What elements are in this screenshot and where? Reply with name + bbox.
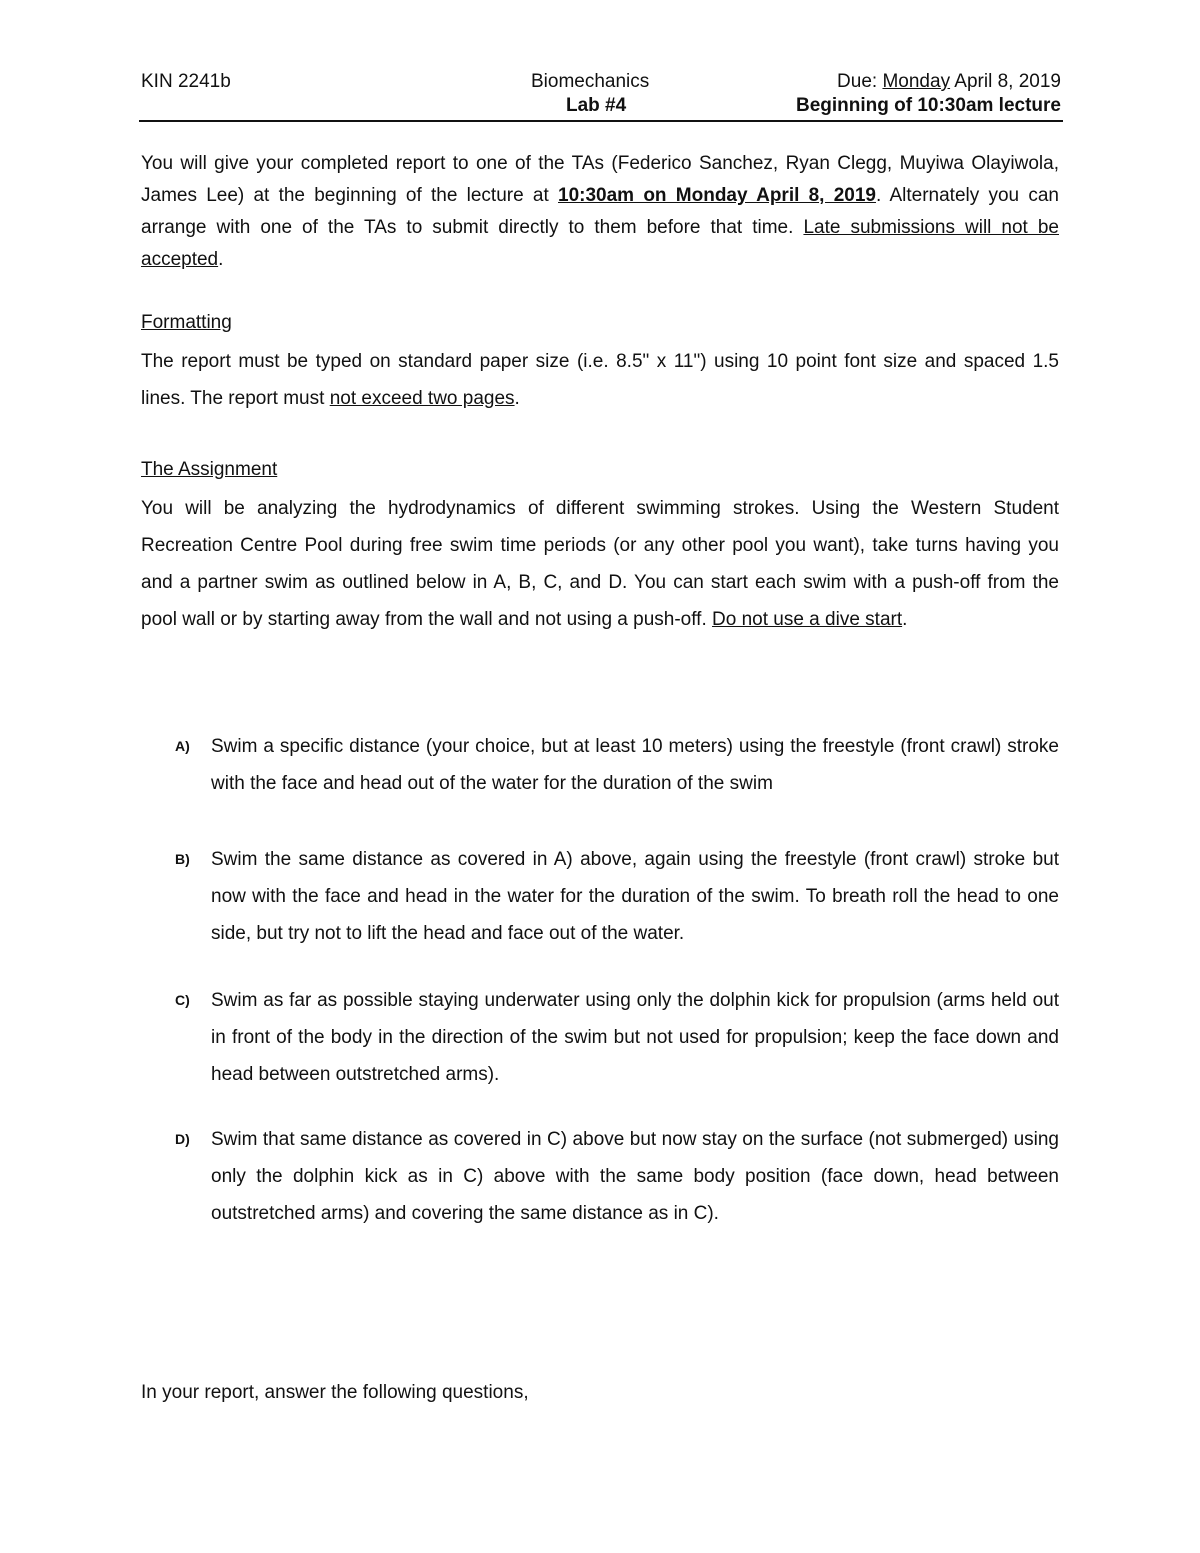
due-time: Beginning of 10:30am lecture <box>795 95 1061 116</box>
formatting-heading: Formatting <box>141 312 232 333</box>
course-code: KIN 2241b <box>141 71 231 92</box>
formatting-paragraph <box>141 343 1059 417</box>
document-header <box>141 70 1061 122</box>
list-item <box>141 1121 1059 1232</box>
closing-line: In your report, answer the following questions, <box>141 1382 529 1403</box>
item-text: Swim the same distance as covered in A) above, again using the freestyle (front crawl) stroke but now with the face and head in the water for the duration of the swim. To breath roll the head to one side, but try not to lift the head and face out of the water. <box>211 849 1059 944</box>
intro-text-2: . Alternately you can arrange with one of the TAs to submit directly to them before that time. <box>141 185 1059 238</box>
due-date <box>837 70 1061 94</box>
item-text: Swim a specific distance (your choice, but at least 10 meters) using the freestyle (front crawl) stroke with the face and head out of the water for the duration of the swim <box>211 736 1059 794</box>
assignment-paragraph <box>141 490 1059 638</box>
page-limit: not exceed two pages <box>329 388 515 409</box>
item-label: A) <box>175 738 190 754</box>
item-text: Swim as far as possible staying underwater using only the dolphin kick for propulsion (arms held out in front of the body in the direction of the swim but not used for propulsion; keep the face down and head between outstretched arms). <box>211 990 1059 1085</box>
late-notice: Late submissions will not be accepted <box>141 217 1059 270</box>
formatting-text-2: . <box>514 388 520 409</box>
item-label: C) <box>175 992 190 1008</box>
header-divider <box>139 120 1063 122</box>
list-item <box>141 728 1059 802</box>
intro-text-3: . <box>218 249 224 270</box>
assignment-heading: The Assignment <box>141 459 278 480</box>
item-text: Swim that same distance as covered in C) above but now stay on the surface (not submerged) using only the dolphin kick as in C) above with the same body position (face down, head between outstretched arms) and covering the same distance as in C). <box>211 1129 1059 1224</box>
item-label: B) <box>175 851 190 867</box>
list-item <box>141 841 1059 952</box>
formatting-text-1: The report must be typed on standard paper size (i.e. 8.5" x 11") using 10 point font size and spaced 1.5 lines. The report must <box>141 351 1059 409</box>
due-date-value: April 8, 2019 <box>950 71 1061 92</box>
due-day: Monday <box>882 71 951 92</box>
intro-text-1: You will give your completed report to one of the TAs (Federico Sanchez, Ryan Clegg, Muyiwa Olayiwola, James Lee) at the beginning of the lecture at <box>141 153 1059 206</box>
intro-paragraph <box>141 148 1059 276</box>
assignment-text-1: You will be analyzing the hydrodynamics of different swimming strokes. Using the Western Student Recreation Centre Pool during free swim time periods (or any other pool you want), take turns having you and a partner swim as outlined below in A, B, C, and D. You can start each swim with a push-off from the pool wall or by starting away from the wall and not using a push-off. <box>141 498 1059 630</box>
lab-number: Lab #4 <box>566 95 627 116</box>
item-label: D) <box>175 1131 190 1147</box>
assignment-text-2: . <box>902 609 908 630</box>
course-subject: Biomechanics <box>531 71 650 92</box>
list-item <box>141 982 1059 1093</box>
no-dive-notice: Do not use a dive start <box>712 609 903 630</box>
due-prefix: Due: <box>837 71 883 92</box>
deadline-text: 10:30am on Monday April 8, 2019 <box>558 185 876 206</box>
